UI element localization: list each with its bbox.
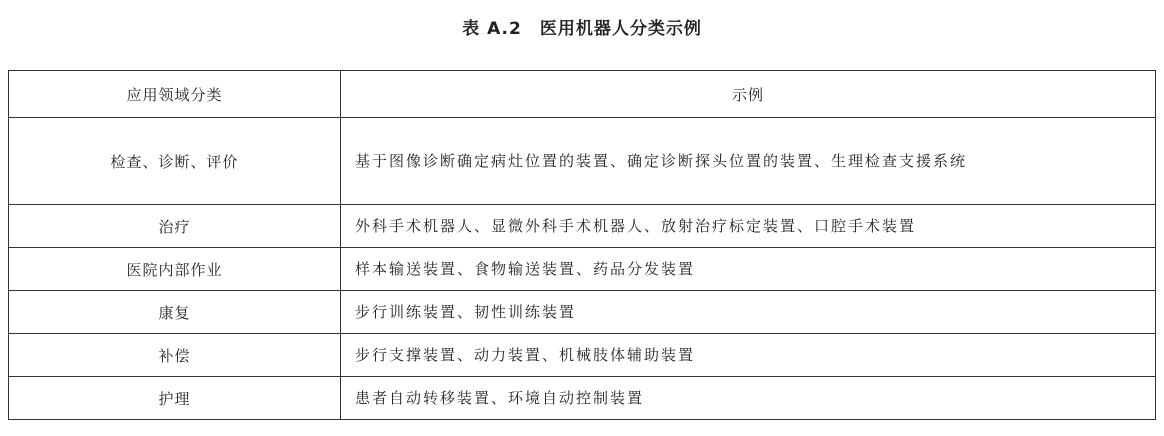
table-title: 医用机器人分类示例 xyxy=(539,19,702,39)
category-cell: 补偿 xyxy=(9,334,341,377)
table-row xyxy=(9,118,1156,205)
category-cell: 医院内部作业 xyxy=(9,248,341,291)
category-cell: 护理 xyxy=(9,377,341,420)
table-row xyxy=(9,205,1156,248)
example-cell: 步行支撑装置、动力装置、机械肢体辅助装置 xyxy=(341,334,1156,377)
example-cell: 基于图像诊断确定病灶位置的装置、确定诊断探头位置的装置、生理检查支援系统 xyxy=(341,118,1156,205)
example-cell: 样本输送装置、食物输送装置、药品分发装置 xyxy=(341,248,1156,291)
column-header-category: 应用领域分类 xyxy=(9,71,341,118)
table-number: 表 A.2 xyxy=(462,19,522,39)
example-cell: 步行训练装置、韧性训练装置 xyxy=(341,291,1156,334)
table-header-row xyxy=(9,71,1156,118)
classification-table xyxy=(8,70,1156,420)
category-cell: 检查、诊断、评价 xyxy=(9,118,341,205)
table-row xyxy=(9,377,1156,420)
example-cell: 患者自动转移装置、环境自动控制装置 xyxy=(341,377,1156,420)
table-row xyxy=(9,334,1156,377)
example-cell: 外科手术机器人、显微外科手术机器人、放射治疗标定装置、口腔手术装置 xyxy=(341,205,1156,248)
table-caption xyxy=(0,14,1164,39)
table-row xyxy=(9,291,1156,334)
category-cell: 康复 xyxy=(9,291,341,334)
column-header-example: 示例 xyxy=(341,71,1156,118)
category-cell: 治疗 xyxy=(9,205,341,248)
table-row xyxy=(9,248,1156,291)
